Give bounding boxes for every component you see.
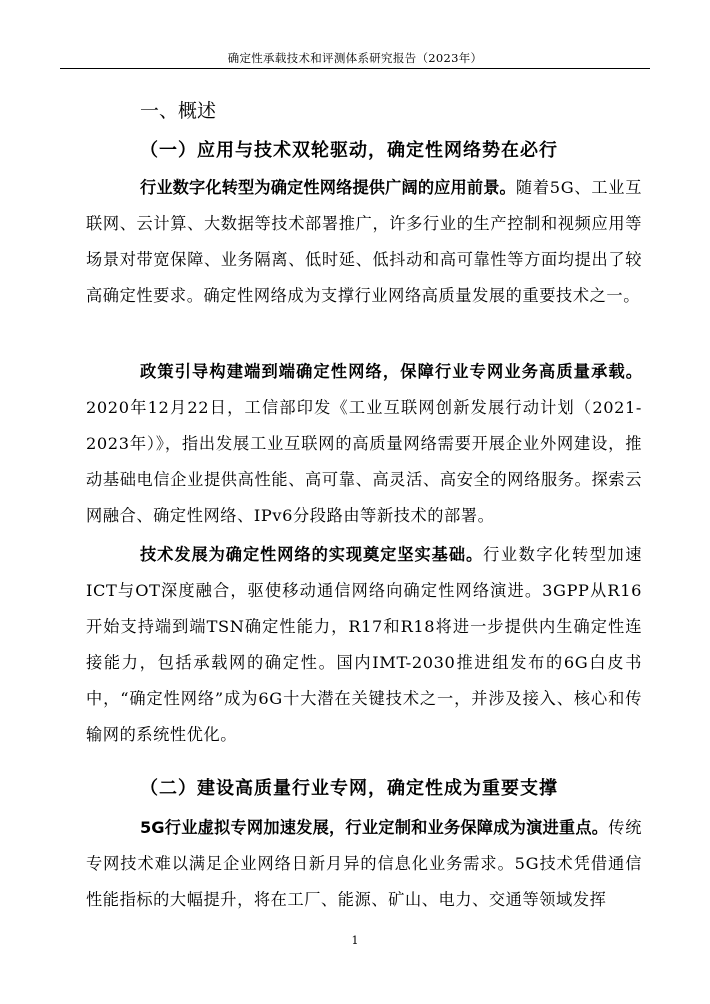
header-rule [60, 68, 650, 69]
paragraph-lead: 政策引导构建端到端确定性网络，保障行业专网业务高质量承载。 [140, 362, 642, 381]
paragraph-text: 2020年12月22日，工信部印发《工业互联网创新发展行动计划（2021-2023年）》，指出发展工业互联网的高质量网络需要开展企业外网建设，推动基础电信企业提供高性能、高可靠、高灵活、高安全的网络服务。探索云网融合、确定性网络、IPv6分段路由等新技术的部署。 [86, 398, 642, 525]
paragraph-3 [86, 537, 642, 753]
page-number: 1 [351, 934, 359, 947]
paragraph-lead: 行业数字化转型为确定性网络提供广阔的应用前景。 [140, 178, 516, 197]
section-heading: 一、概述 [140, 100, 217, 122]
paragraph-lead: 5G行业虚拟专网加速发展，行业定制和业务保障成为演进重点。 [140, 818, 609, 837]
paragraph-4 [86, 810, 642, 918]
paragraph-1 [86, 170, 642, 314]
running-header: 确定性承载技术和评测体系研究报告（2023年） [227, 51, 483, 65]
subsection-heading-1: （一）应用与技术双轮驱动，确定性网络势在必行 [140, 140, 558, 161]
subsection-heading-2: （二）建设高质量行业专网，确定性成为重要支撑 [140, 778, 558, 799]
paragraph-text: 传统专网技术难以满足企业网络日新月异的信息化业务需求。5G技术凭借通信性能指标的大幅提升，将在工厂、能源、矿山、电力、交通等领域发挥 [86, 818, 642, 909]
paragraph-text: 随着5G、工业互联网、云计算、大数据等技术部署推广，许多行业的生产控制和视频应用等场景对带宽保障、业务隔离、低时延、低抖动和高可靠性等方面均提出了较高确定性要求。确定性网络成为支撑行业网络高质量发展的重要技术之一。 [86, 178, 642, 305]
paragraph-lead: 技术发展为确定性网络的实现奠定坚实基础。 [140, 545, 484, 564]
paragraph-2 [86, 354, 642, 534]
paragraph-text: 行业数字化转型加速ICT与OT深度融合，驱使移动通信网络向确定性网络演进。3GPP从R16开始支持端到端TSN确定性能力，R17和R18将进一步提供内生确定性连接能力，包括承载网的确定性。国内IMT-2030推进组发布的6G白皮书中，“确定性网络”成为6G十大潜在关键技术之一，并涉及接入、核心和传输网的系统性优化。 [86, 545, 643, 744]
